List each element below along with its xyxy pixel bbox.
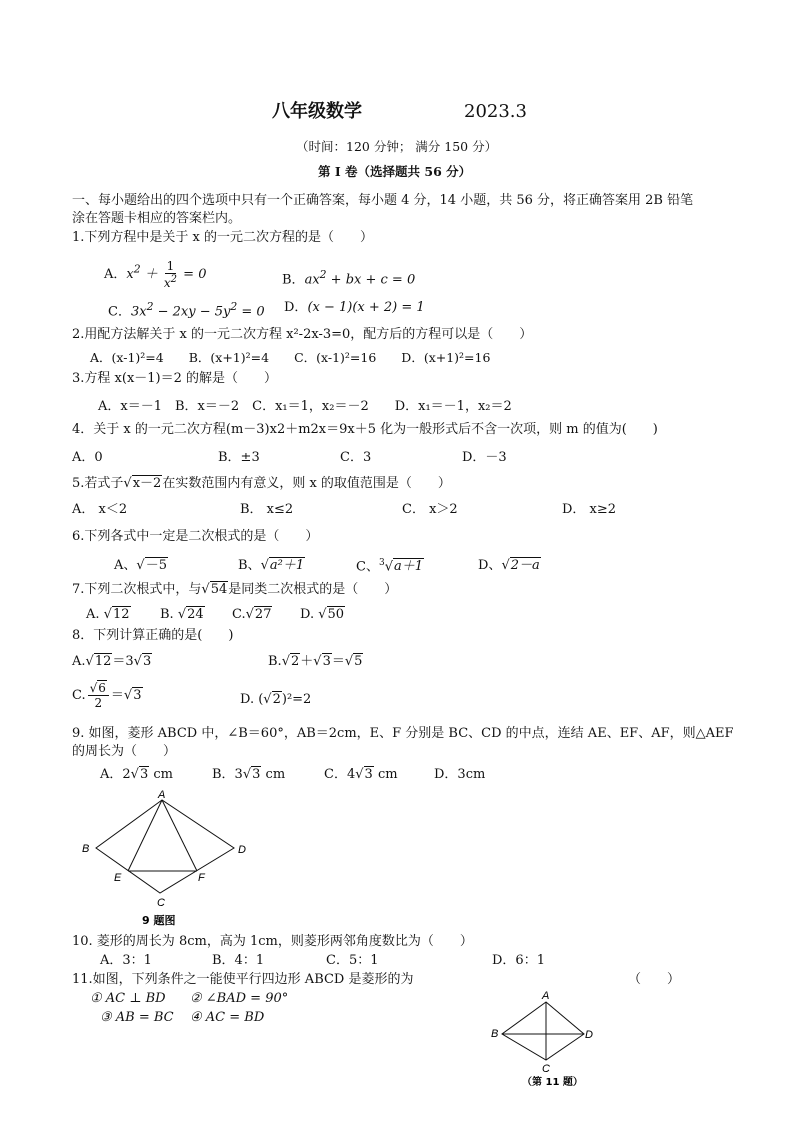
q2-options: A．(x-1)²=4 B．(x+1)²=4 C．(x-1)²=16 D．(x+1)²=16 (90, 350, 491, 365)
q9-label-d: D (238, 844, 246, 856)
q11-answer-paren: （ ） (628, 972, 681, 987)
q5-option-b: B． x≤2 (240, 502, 294, 517)
q11-label-c: C (542, 1063, 550, 1075)
q1-stem: 1.下列方程中是关于 x 的一元二次方程的是（ ） (72, 230, 373, 245)
q1-option-b: B．$ax^2$ + bx + c = 0 (282, 268, 416, 288)
q8-option-b: B.√2＋√3＝√5 (268, 654, 363, 669)
q9-label-a: A (158, 790, 166, 801)
q11-label-a: A (542, 990, 550, 1002)
q9-line1: 9. 如图，菱形 ABCD 中，∠B＝60°，AB＝2cm，E、F 分别是 BC、CD 的中点，连结 AE、EF、AF，则△AEF (72, 726, 734, 741)
q9-option-b: B．3√3 cm (212, 767, 286, 782)
q10-stem: 10. 菱形的周长为 8cm，高为 1cm，则菱形两邻角度数比为（ ） (72, 934, 473, 949)
q6-option-d: D、√2－a (478, 558, 540, 573)
q11-caption: （第 11 题） (522, 1077, 583, 1088)
q7-option-b: B. √24 (160, 607, 204, 622)
q1-option-c: C．$3x^2 - 2xy - 5y^2 = 0$ (108, 300, 265, 320)
q5-option-c: C． x＞2 (402, 502, 458, 517)
q10-option-d: D．6：1 (492, 953, 545, 968)
q11-condition-4: ④ AC = BD (190, 1010, 265, 1025)
q1-option-a: A．$x^2$ ＋ $\frac{1}{x^2}$ = 0 (104, 259, 207, 290)
q4-option-c: C．3 (340, 450, 372, 465)
q10-option-a: A．3：1 (100, 953, 152, 968)
q11-rhombus-figure (488, 986, 608, 1090)
q3-options: A．x＝－1 B．x＝－2 C．x₁＝1，x₂＝－2 D．x₁＝－1，x₂＝2 (98, 399, 512, 414)
q3-stem: 3.方程 x(x－1)＝2 的解是（ ） (72, 371, 278, 386)
exam-date: 2023.3 (464, 101, 527, 122)
q11-stem: 11.如图，下列条件之一能使平行四边形 ABCD 是菱形的为 (72, 972, 414, 987)
q9-label-b: B (82, 843, 90, 855)
exam-info: （时间：120 分钟； 满分 150 分） (296, 139, 498, 154)
q6-stem: 6.下列各式中一定是二次根式的是（ ） (72, 529, 319, 544)
q11-condition-3: ③ AB = BC (100, 1010, 174, 1025)
q4-option-a: A．0 (72, 450, 103, 465)
q4-stem: 4．关于 x 的一元二次方程(m－3)x2＋m2x＝9x＋5 化为一般形式后不含一次项，则 m 的值为( ) (72, 422, 658, 437)
q9-label-c: C (157, 897, 165, 909)
q7-option-c: C.√27 (232, 607, 272, 622)
q9-rhombus-figure (78, 790, 258, 930)
q11-condition-1: ① AC ⊥ BD (90, 991, 166, 1006)
q1-option-d: D．(x − 1)(x + 2) = 1 (284, 300, 425, 315)
q9-caption: 9 题图 (142, 914, 176, 927)
q7-option-d: D. √50 (300, 607, 345, 622)
q11-label-d: D (585, 1029, 593, 1041)
q9-option-d: D．3cm (434, 767, 486, 782)
q9-line2: 的周长为（ ） (72, 744, 177, 759)
q2-stem: 2.用配方法解关于 x 的一元二次方程 x²-2x-3=0，配方后的方程可以是（ ） (72, 327, 533, 342)
q9-label-e: E (114, 872, 122, 884)
q5-stem: 5.若式子√x－2在实数范围内有意义，则 x 的取值范围是（ ） (72, 476, 451, 491)
q9-option-a: A．2√3 cm (100, 767, 173, 782)
q7-option-a: A. √12 (86, 607, 130, 622)
q10-option-b: B．4：1 (212, 953, 265, 968)
q5-option-d: D． x≥2 (562, 502, 617, 517)
q9-label-f: F (198, 872, 205, 884)
q8-option-a: A.√12＝3√3 (72, 654, 152, 669)
q5-option-a: A． x＜2 (72, 502, 128, 517)
q6-option-c: C、$^3$√a＋1 (356, 558, 424, 575)
q11-condition-2: ② ∠BAD = 90° (190, 991, 289, 1006)
instructions-line2: 涂在答题卡相应的答案栏内。 (72, 211, 242, 226)
q6-option-b: B、√a²＋1 (238, 558, 305, 573)
q4-option-d: D．－3 (462, 450, 507, 465)
q7-stem: 7.下列二次根式中，与√54是同类二次根式的是（ ） (72, 582, 398, 597)
q8-stem: 8．下列计算正确的是( ) (72, 628, 234, 643)
page-title: 八年级数学 (272, 101, 362, 122)
q4-option-b: B．±3 (218, 450, 260, 465)
q6-option-a: A、√－5 (114, 558, 167, 573)
q9-option-c: C．4√3 cm (324, 767, 398, 782)
q8-option-c: C. $\frac{√6}{2}$ ＝√3 (72, 681, 142, 710)
q10-option-c: C．5：1 (326, 953, 379, 968)
q11-label-b: B (491, 1028, 499, 1040)
q8-option-d: D. (√2)²=2 (240, 692, 312, 707)
instructions-line1: 一、每小题给出的四个选项中只有一个正确答案，每小题 4 分，14 小题，共 56 分，将正确答案用 2B 铅笔 (72, 193, 694, 208)
part-heading: 第 I 卷（选择题共 56 分） (318, 164, 472, 179)
